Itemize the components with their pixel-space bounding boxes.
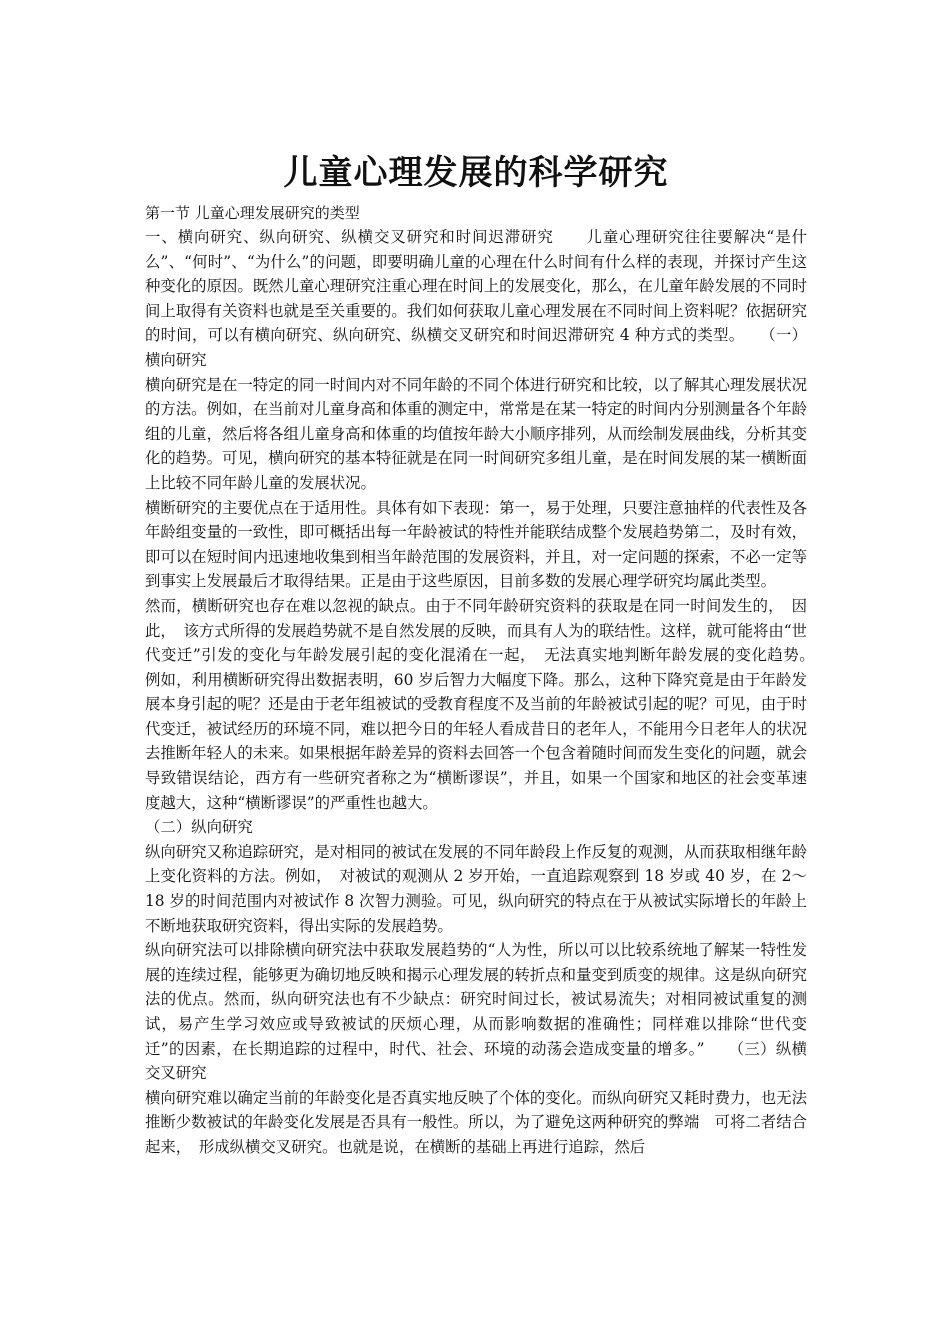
paragraph-cross-sectional-drawbacks: 然而，横断研究也存在难以忽视的缺点。由于不同年龄研究资料的获取是在同一时间发生的， 因此， 该方式所得的发展趋势就不是自然发展的反映，而具有人为的联结性。这样，就可能将由“世代变迁”引发的变化与年龄发展引起的变化混淆在一起， 无法真实地判断年龄发展的变化趋势。 例如，利用横断研究得出数据表明，60 岁后智力大幅度下降。那么，这种下降究竟是由于年龄发展本身引起的呢？还是由于老年组被试的受教育程度不及当前的年龄被试引起的呢？可见，由于时代变迁，被试经历的环境不同，难以把今日的年轻人看成昔日的老年人，不能用今日老年人的状况去推断年轻人的未来。如果根据年龄差异的资料去回答一个包含着随时间而发生变化的问题，就会导致错误结论，西方有一些研究者称之为“横断谬误”，并且，如果一个国家和地区的社会变革速度越大，这种“横断谬误”的严重性也越大。: [145, 596, 823, 812]
subheading-longitudinal: （二）纵向研究: [145, 818, 253, 837]
paragraph-longitudinal-definition: 纵向研究又称追踪研究，是对相同的被试在发展的不同年龄段上作反复的观测，从而获取相继年龄上变化资料的方法。例如， 对被试的观测从 2 岁开始，一直追踪观察到 18 岁或 40 岁，在 2～18 岁的时间范围内对被试作 8 次智力测验。可见，纵向研究的特点在于从被试实际增长的年龄上不断地获取研究资料，得出实际的发展趋势。: [145, 842, 807, 935]
paragraph-cross-sectional-advantages: 横断研究的主要优点在于适用性。具体有如下表现：第一，易于处理，只要注意抽样的代表性及各年龄组变量的一致性，即可概括出每一年龄被试的特性并能联结成整个发展趋势第二，及时有效，即可以在短时间内迅速地收集到相当年龄范围的发展资料，并且，对一定问题的探索，不必一定等到事实上发展最后才取得结果。正是由于这些原因，目前多数的发展心理学研究均属此类型。: [145, 498, 807, 591]
document-title: 儿童心理发展的科学研究: [283, 153, 669, 193]
document-page: [145, 150, 823, 1160]
paragraph-longitudinal-pros-cons: 纵向研究法可以排除横向研究法中获取发展趋势的“人为性，所以可以比较系统地了解某一特性发展的连续过程，能够更为确切地反映和揭示心理发展的转折点和量变到质变的规律。这是纵向研究法的优点。然而，纵向研究法也有不少缺点：研究时间过长，被试易流失；对相同被试重复的测试，易产生学习效应或导致被试的厌烦心理，从而影响数据的准确性；同样难以排除“世代变迁”的因素，在长期追踪的过程中，时代、社会、环境的动荡会造成变量的增多。” （三）纵横交叉研究: [145, 941, 807, 1083]
section-heading: 第一节 儿童心理发展研究的类型: [145, 204, 360, 222]
paragraph-intro: 一、横向研究、纵向研究、纵横交叉研究和时间迟滞研究 儿童心理研究往往要解决“是什么”、“何时”、“为什么”的问题，即要明确儿童的心理在什么时间有什么样的表现，并探讨产生这种变化的原因。既然儿童心理研究注重心理在时间上的发展变化，那么，在儿童年龄发展的不同时间上取得有关资料也就是至关重要的。我们如何获取儿童心理发展在不同时间上资料呢？依据研究的时间，可以有横向研究、纵向研究、纵横交叉研究和时间迟滞研究 4 种方式的类型。 （一）横向研究: [145, 228, 807, 369]
paragraph-cross-sectional-definition: 横向研究是在一特定的同一时间内对不同年龄的不同个体进行研究和比较，以了解其心理发展状况的方法。例如，在当前对儿童身高和体重的测定中，常常是在某一特定的时间内分别测量各个年龄组的儿童，然后将各组儿童身高和体重的均值按年龄大小顺序排列，从而绘制发展曲线，分析其变化的趋势。可见，横向研究的基本特征就是在同一时间研究多组儿童，是在时间发展的某一横断面上比较不同年龄儿童的发展状况。: [145, 375, 807, 492]
paragraph-cross-sequential: 横向研究难以确定当前的年龄变化是否真实地反映了个体的变化。而纵向研究又耗时费力，也无法推断少数被试的年龄变化发展是否具有一般性。所以，为了避免这两种研究的弊端 可将二者结合起来， 形成纵横交叉研究。也就是说，在横断的基础上再进行追踪，然后: [145, 1088, 807, 1156]
